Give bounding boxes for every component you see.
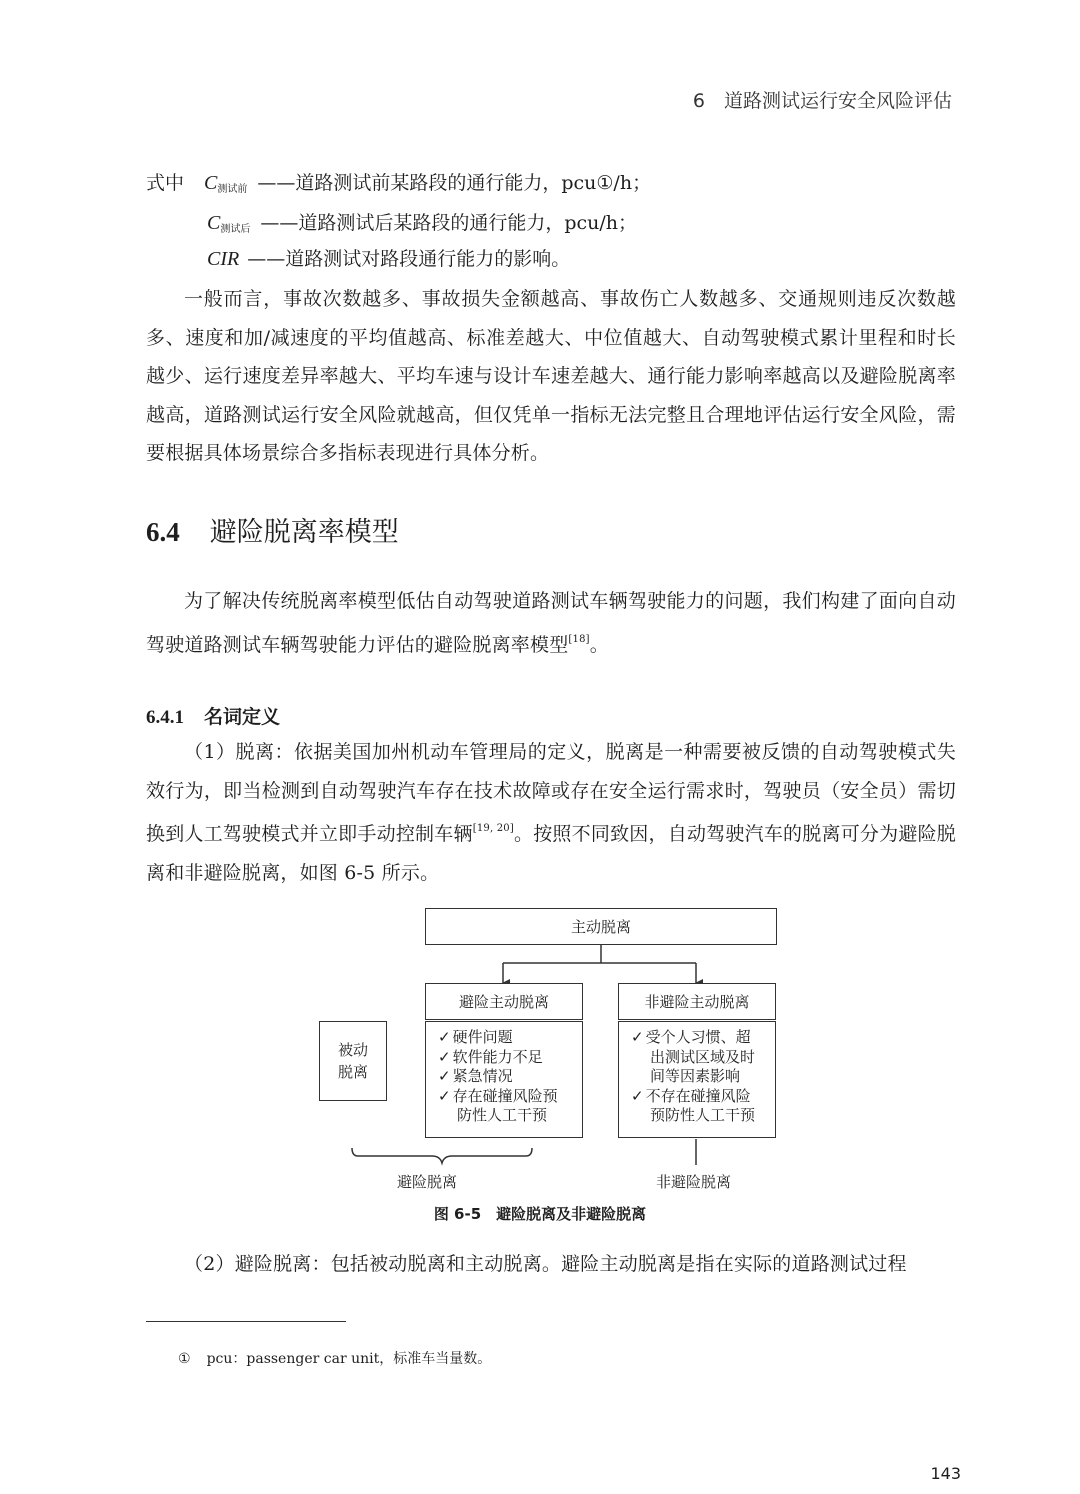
check-icon: ✓ [438,1028,451,1046]
list-item [631,1106,767,1126]
definition-prefix: 式中 [146,172,185,194]
definition-description: ——道路测试后某路段的通行能力，pcu/h； [260,212,638,234]
subsection-title: 名词定义 [204,706,281,728]
hazard-active-disengagement-box: 避险主动脱离 [425,983,583,1020]
hazard-reasons-box [425,1021,583,1138]
list-item [631,1067,767,1087]
passive-disengagement-box [319,1021,387,1101]
definition-description: ——道路测试前某路段的通行能力，pcu①/h； [257,172,652,194]
list-item-text: 受个人习惯、超 [645,1028,751,1046]
page-number: 143 [930,1464,961,1483]
list-item-text: 防性人工干预 [457,1106,548,1124]
figure-caption: 图 6-5 避险脱离及非避险脱离 [433,1205,647,1223]
active-disengagement-box: 主动脱离 [425,908,777,945]
non-hazard-reasons-box [618,1021,776,1138]
list-item [438,1048,574,1068]
list-item [438,1106,574,1126]
list-item-text: 紧急情况 [452,1067,513,1085]
definition-description: ——道路测试对路段通行能力的影响。 [247,248,571,270]
section-title: 避险脱离率模型 [209,517,399,548]
definition-subscript: 测试前 [217,184,248,195]
paragraph-tail: 。按照不同致因，自动驾驶汽车的脱离可分为避险脱离和非避险脱离，如图 6-5 所示。 [146,823,956,884]
section-number: 6.4 [146,517,180,547]
running-head: 6 道路测试运行安全风险评估 [692,90,952,112]
paragraph-text: 为了解决传统脱离率模型低估自动驾驶道路测试车辆驾驶能力的问题，我们构建了面向自动驾驶道路测试车辆驾驶能力评估的避险脱离率模型 [146,590,956,656]
definition-symbol: C [207,212,221,234]
list-item [438,1087,574,1107]
list-item-text: 间等因素影响 [650,1067,741,1085]
list-item [631,1028,767,1048]
list-item [438,1067,574,1087]
list-item-text: 存在碰撞风险预 [452,1086,558,1105]
list-item-text: 硬件问题 [452,1028,513,1046]
footnote-text: pcu：passenger car unit，标准车当量数。 [206,1351,492,1367]
citation: [18] [568,633,590,645]
non-hazard-disengagement-label: 非避险脱离 [656,1173,732,1191]
passive-disengagement-label: 被动脱离 [337,1041,368,1081]
paragraph-text: （1）脱离：依据美国加州机动车管理局的定义，脱离是一种需要被反馈的自动驾驶模式失效行为，即当检测到自动驾驶汽车存在技术故障或存在安全运行需求时，驾驶员（安全员）需切换到人工驾驶模式并立即手动控制车辆 [146,741,956,845]
check-icon: ✓ [631,1086,644,1105]
non-hazard-active-disengagement-box: 非避险主动脱离 [618,983,776,1020]
list-item-text: 软件能力不足 [452,1047,543,1066]
citation: [19, 20] [472,823,514,834]
list-item-text: 预防性人工干预 [650,1106,756,1124]
check-icon: ✓ [438,1047,451,1066]
subsection-number: 6.4.1 [146,707,184,728]
definition-subscript: 测试后 [220,224,251,235]
footnote-mark: ① [178,1351,191,1367]
body-paragraph: 一般而言，事故次数越多、事故损失金额越高、事故伤亡人数越多、交通规则违反次数越多、速度和加/减速度的平均值越高、标准差越大、中位值越大、自动驾驶模式累计里程和时长越少、运行速度差异率越大、平均车速与设计车速差越大、通行能力影响率越高以及避险脱离率越高，道路测试运行安全风险就越高，但仅凭单一指标无法完整且合理地评估运行安全风险，需要根据具体场景综合多指标表现进行具体分析。 [146,288,956,464]
left-brace [352,1148,532,1163]
definition-symbol: C [204,172,218,194]
list-item [631,1048,767,1068]
list-item-text: 不存在碰撞风险 [645,1086,751,1105]
definition-symbol: CIR [207,248,240,270]
footnote-divider [146,1321,346,1322]
list-item [631,1087,767,1107]
body-paragraph: （2）避险脱离：包括被动脱离和主动脱离。避险主动脱离是指在实际的道路测试过程 [184,1253,907,1275]
hazard-disengagement-label: 避险脱离 [397,1173,458,1191]
footnote [178,1348,491,1368]
list-item [438,1028,574,1048]
paragraph-tail: 。 [589,633,609,656]
check-icon: ✓ [438,1067,451,1085]
check-icon: ✓ [631,1028,644,1046]
list-item-text: 出测试区域及时 [650,1047,756,1066]
check-icon: ✓ [438,1086,451,1105]
